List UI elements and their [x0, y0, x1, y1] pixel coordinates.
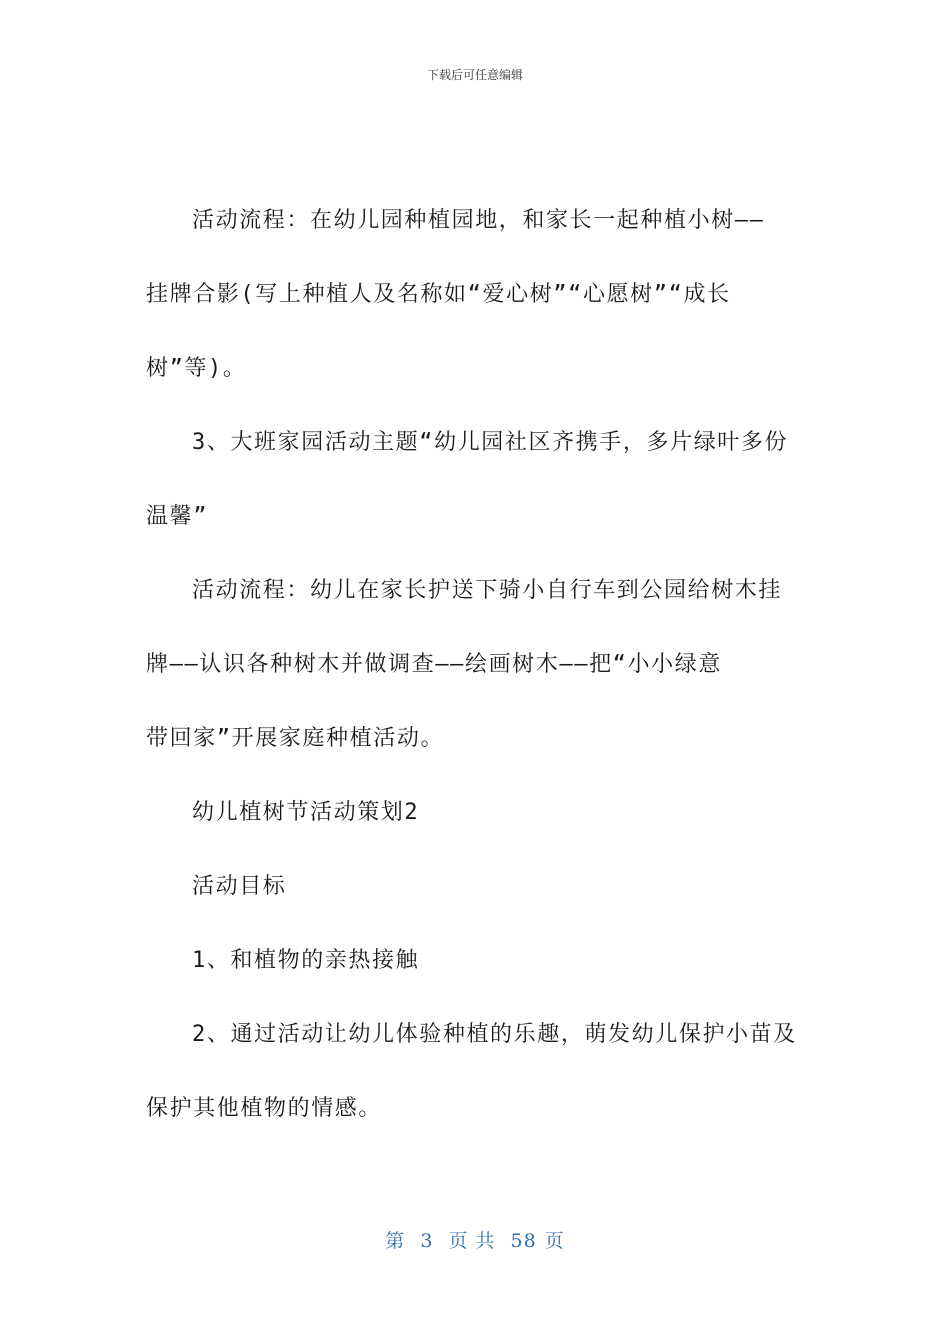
paragraph-line: 活动流程：在幼儿园种植园地，和家长一起种植小树—— [192, 208, 765, 233]
paragraph-line: 树”等)。 [146, 356, 247, 381]
paragraph-line: 3、大班家园活动主题“幼儿园社区齐携手，多片绿叶多份 [192, 430, 789, 455]
paragraph-line: 挂牌合影(写上种植人及名称如“爱心树”“心愿树”“成长 [146, 282, 731, 307]
list-item: 2、通过活动让幼儿体验种植的乐趣，萌发幼儿保护小苗及 [192, 1022, 797, 1047]
section-heading: 幼儿植树节活动策划2 [192, 800, 420, 825]
subsection-heading: 活动目标 [192, 874, 287, 899]
footer-middle: 页 共 [448, 1230, 496, 1252]
paragraph-line: 牌——认识各种树木并做调查——绘画树木——把“小小绿意 [146, 652, 722, 677]
footer-page-number: 3 [420, 1230, 434, 1252]
list-item-continuation: 保护其他植物的情感。 [146, 1096, 383, 1121]
paragraph-line: 温馨” [146, 504, 209, 529]
footer-total-pages: 58 [510, 1230, 537, 1252]
header-note: 下载后可任意编辑 [426, 68, 523, 82]
list-item: 1、和植物的亲热接触 [192, 948, 420, 973]
footer-suffix: 页 [544, 1230, 565, 1252]
paragraph-line: 活动流程：幼儿在家长护送下骑小自行车到公园给树木挂 [192, 578, 783, 603]
paragraph-line: 带回家”开展家庭种植活动。 [146, 726, 445, 751]
footer-prefix: 第 [385, 1230, 406, 1252]
document-body [146, 196, 806, 1158]
page-footer [0, 1226, 950, 1253]
